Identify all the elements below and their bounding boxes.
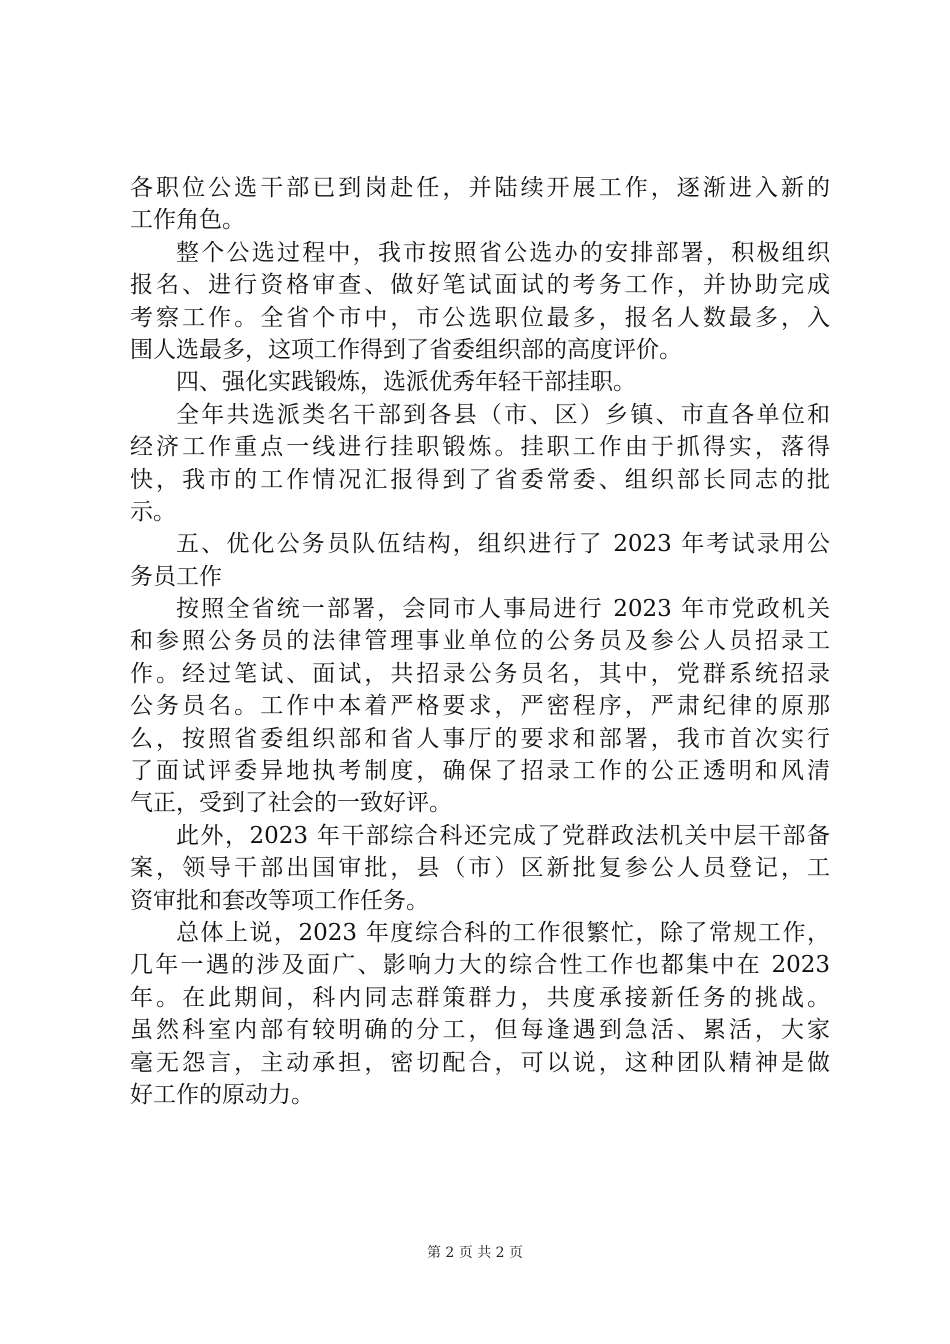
text-line: 此外，2023 年干部综合科还完成了党群政法机关中层干部备 [176, 822, 830, 849]
text-line: 虽然科室内部有较明确的分工，但每逢遇到急活、累活，大家 [130, 1017, 830, 1044]
text-line: 经济工作重点一线进行挂职锻炼。挂职工作由于抓得实，落得 [130, 434, 830, 461]
text-line: 工作角色。 [130, 207, 245, 234]
text-line: 和参照公务员的法律管理事业单位的公务员及参公人员招录工 [130, 628, 830, 655]
text-line: 案，领导干部出国审批，县（市）区新批复参公人员登记，工 [130, 855, 830, 882]
text-line: 整个公选过程中，我市按照省公选办的安排部署，积极组织 [176, 239, 830, 266]
text-line: 四、强化实践锻炼，选派优秀年轻干部挂职。 [176, 369, 636, 396]
text-line: 五、优化公务员队伍结构，组织进行了 2023 年考试录用公 [176, 531, 830, 558]
text-line: 好工作的原动力。 [130, 1081, 314, 1108]
text-line: 年。在此期间，科内同志群策群力，共度承接新任务的挑战。 [130, 984, 830, 1011]
text-line: 示。 [130, 498, 176, 525]
text-line: 么，按照省委组织部和省人事厅的要求和部署，我市首次实行 [130, 725, 830, 752]
text-line: 围人选最多，这项工作得到了省委组织部的高度评价。 [130, 336, 682, 363]
text-line: 公务员名。工作中本着严格要求，严密程序，严肃纪律的原那 [130, 693, 830, 720]
text-line: 了面试评委异地执考制度，确保了招录工作的公正透明和风清 [130, 758, 830, 785]
text-line: 毫无怨言，主动承担，密切配合，可以说，这种团队精神是做 [130, 1049, 830, 1076]
text-line: 快，我市的工作情况汇报得到了省委常委、组织部长同志的批 [130, 466, 830, 493]
page-number: 第 2 页 共 2 页 [426, 1245, 524, 1261]
text-line: 考察工作。全省个市中，市公选职位最多，报名人数最多，入 [130, 304, 830, 331]
text-line: 务员工作 [130, 563, 222, 590]
text-line: 报名、进行资格审查、做好笔试面试的考务工作，并协助完成 [130, 272, 830, 299]
text-line: 各职位公选干部已到岗赴任，并陆续开展工作，逐渐进入新的 [130, 175, 830, 201]
text-line: 几年一遇的涉及面广、影响力大的综合性工作也都集中在 2023 [130, 952, 830, 979]
text-line: 按照全省统一部署，会同市人事局进行 2023 年市党政机关 [176, 596, 830, 623]
page-footer [0, 1242, 950, 1262]
text-line: 总体上说，2023 年度综合科的工作很繁忙，除了常规工作， [176, 919, 830, 946]
text-line: 气正，受到了社会的一致好评。 [130, 790, 452, 817]
text-line: 全年共选派类名干部到各县（市、区）乡镇、市直各单位和 [176, 401, 830, 428]
document-body [130, 172, 830, 1111]
text-line: 资审批和套改等项工作任务。 [130, 887, 429, 914]
text-line: 作。经过笔试、面试，共招录公务员名，其中，党群系统招录 [130, 660, 830, 687]
